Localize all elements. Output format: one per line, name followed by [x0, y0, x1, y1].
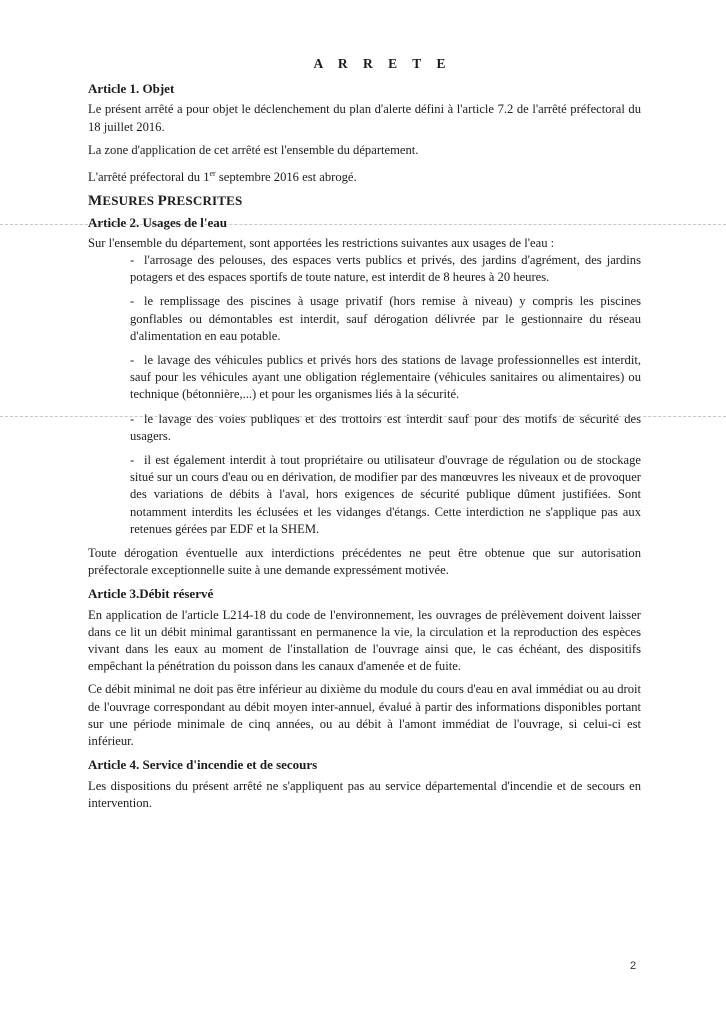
document-page [88, 55, 641, 812]
list-item: - le lavage des véhicules publics et privés hors des stations de lavage professionnelles est interdit, sauf pour les véhicules ayant une obligation réglementaire (véhicules sanitaires ou alimentaires) ou technique (bétonnière,...) et pour les organismes liés à la sécurité. [130, 353, 641, 402]
page-number: 2 [630, 960, 637, 972]
list-item: - le lavage des voies publiques et des trottoirs est interdit sauf pour des motifs de sécurité des usagers. [130, 411, 641, 443]
list-item: - le remplissage des piscines à usage privatif (hors remise à niveau) y compris les piscines gonflables ou démontables est interdit, sauf dérogation délivrée par le gestionnaire du réseau d'alimentation en eau potable. [130, 294, 641, 343]
list-item: - il est également interdit à tout propriétaire ou utilisateur d'ouvrage de régulation ou de stockage situé sur un cours d'eau ou en dérivation, de modifier par des manœuvres les niveaux et de provoquer des variations de débits à l'aval, hors exigences de sécurité publique dûment justifiées. Sont notamment interdits les éclusées et les vidanges d'étangs. Cette interdiction ne s'applique pas aux retenues gérées par EDF et la SHEM. [130, 453, 641, 536]
restrictions-list [130, 252, 641, 538]
article-1-paragraph: L'arrêté préfectoral du 1er septembre 2016 est abrogé. [88, 169, 357, 185]
article-2-intro: Sur l'ensemble du département, sont apportées les restrictions suivantes aux usages de l'eau : [88, 235, 555, 250]
article-1-paragraph: Le présent arrêté a pour objet le déclenchement du plan d'alerte défini à l'article 7.2 de l'arrêté préfectoral du 18 juillet 2016. [88, 102, 641, 134]
article-1-paragraph: La zone d'application de cet arrêté est l'ensemble du département. [88, 142, 419, 157]
article-1-heading: Article 1. Objet [88, 81, 175, 97]
section-title: MESURES PRESCRITES [88, 193, 243, 210]
article-3-paragraph: Ce débit minimal ne doit pas être inférieur au dixième du module du cours d'eau en aval immédiat ou au droit de l'ouvrage correspondant au débit moyen inter-annuel, évalué à partir des informations disponibles portant sur une période minimale de cinq années, ou au débit à l'amont immédiat de l'ouvrage, si celui-ci est inférieur. [88, 682, 641, 749]
article-3-heading: Article 3.Débit réservé [88, 586, 214, 602]
document-title: A R R E T E [313, 56, 452, 71]
article-2-heading: Article 2. Usages de l'eau [88, 214, 228, 230]
article-4-heading: Article 4. Service d'incendie et de secours [88, 757, 318, 773]
article-3-paragraph: En application de l'article L214-18 du code de l'environnement, les ouvrages de prélèvement doivent laisser dans ce lit un débit minimal garantissant en permanence la vie, la circulation et la reproduction des espèces vivant dans les eaux au moment de l'installation de l'ouvrage ainsi que, le cas échéant, des dispositifs empêchant la pénétration du poisson dans les canaux d'amenée et de fuite. [88, 607, 641, 674]
article-2-closing: Toute dérogation éventuelle aux interdictions précédentes ne peut être obtenue que sur autorisation préfectorale exceptionnelle suite à une demande expressément motivée. [88, 546, 641, 578]
list-item: - l'arrosage des pelouses, des espaces verts publics et privés, des jardins d'agrément, des jardins potagers et des espaces sportifs de toute nature, est interdit de 8 heures à 20 heures. [130, 253, 641, 285]
article-4-paragraph: Les dispositions du présent arrêté ne s'appliquent pas au service départemental d'incendie et de secours en intervention. [88, 778, 641, 810]
